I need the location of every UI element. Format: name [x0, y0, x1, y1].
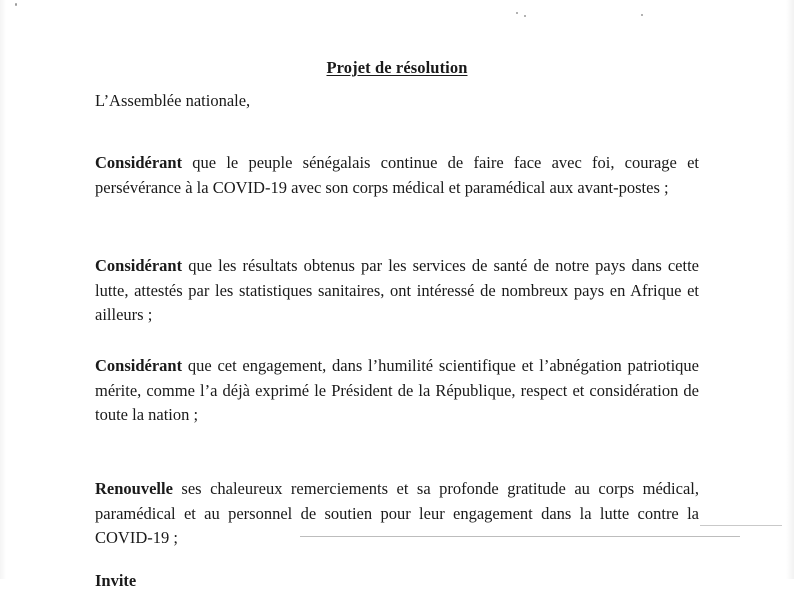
paragraph-keyword: Considérant	[95, 153, 183, 172]
paragraph-considering-2	[95, 254, 699, 328]
intro-line: L’Assemblée nationale,	[95, 91, 251, 110]
scan-speck	[524, 15, 526, 17]
paragraph-keyword: Renouvelle	[95, 479, 173, 498]
paragraph-renews	[95, 477, 699, 551]
paragraph-text: que cet engagement, dans l’humilité scientifique et l’abnégation patriotique mérite, comme l’a déjà exprimé le Président de la République, respect et considération de toute la nation ;	[95, 356, 699, 424]
paragraph-text: ses chaleureux remerciements et sa profonde gratitude au corps médical, paramédical et au personnel de soutien pour leur engagement dans la lutte contre la COVID-19 ;	[95, 479, 699, 547]
paragraph-considering-3	[95, 354, 699, 428]
paragraph-keyword: Invite	[95, 571, 137, 590]
paragraph-text: que les résultats obtenus par les services de santé de notre pays dans cette lutte, attestés par les statistiques sanitaires, ont intéressé de nombreux pays en Afrique et ailleurs ;	[95, 256, 699, 324]
scan-speck	[641, 14, 643, 16]
scan-artifact-line	[300, 536, 740, 537]
paragraph-keyword: Considérant	[95, 256, 183, 275]
paragraph-invites	[95, 569, 699, 594]
scan-speck	[516, 12, 518, 14]
paragraph-text: que le peuple sénégalais continue de faire face avec foi, courage et persévérance à la COVID-19 avec son corps médical et paramédical aux avant-postes ;	[95, 153, 699, 197]
scan-artifact-line	[700, 525, 782, 526]
document-title: Projet de résolution	[326, 58, 468, 77]
paragraph-considering-1	[95, 151, 699, 200]
paragraph-keyword: Considérant	[95, 356, 183, 375]
scan-speck	[15, 3, 17, 6]
